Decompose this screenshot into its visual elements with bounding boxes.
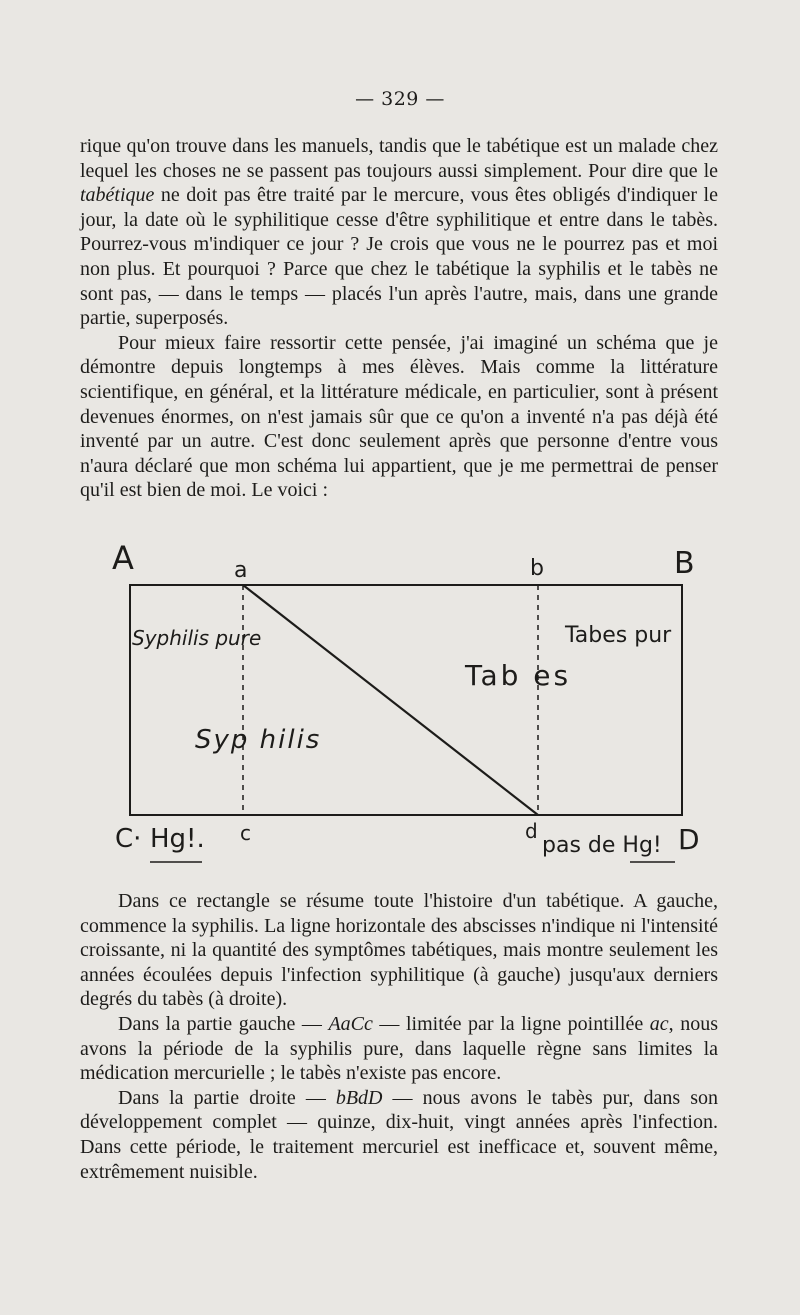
page-number: — 329 — (355, 88, 445, 110)
mark-a: a (234, 558, 248, 583)
paragraph-4: Dans la partie gauche — AaCc — limitée par la ligne pointillée ac, nous avons la période de la syphilis pure, dans laquelle règne sans limites la médication mercurielle ; le tabès n'existe pas encore. (80, 1012, 718, 1085)
corner-label-A: A (112, 539, 134, 577)
label-pas-de-hg: pas de Hg! (542, 833, 662, 858)
label-hg: Hg!. (150, 824, 205, 854)
diagonal-line (243, 585, 538, 815)
paragraph-3: Dans ce rectangle se résume toute l'histoire d'un tabétique. A gauche, commence la syphilis. La ligne horizontale des abscisses n'indique ni l'intensité croissante, ni la quantité des symptômes tabétiques, mais montre seulement les années écoulées depuis l'infection syphilitique (à gauche) jusqu'aux derniers degrés du tabès (à droite). (80, 890, 718, 1011)
mark-b: b (530, 556, 544, 581)
label-syphilis: Syp hilis (195, 725, 322, 755)
paragraph-1: rique qu'on trouve dans les manuels, tandis que le tabétique est un malade chez lequel les choses ne se passent pas toujours aussi simplement. Pour dire que le tabétique ne doit pas être traité par le mercure, vous êtes obligés d'indiquer le jour, la date où le syphilitique cesse d'être syphilitique et entre dans le tabès. Pourrez-vous m'indiquer ce jour ? Je crois que vous ne le pourrez pas et moi non plus. Et pourquoi ? Parce que chez le tabétique la syphilis et le tabès ne sont pas, — dans le temps — placés l'un après l'autre, mais, dans une grande partie, superposés. (80, 135, 718, 330)
mark-d: d (525, 819, 538, 843)
body-text-top (80, 134, 718, 503)
mark-c: c (240, 821, 251, 845)
label-tabes: Tab es (465, 659, 572, 692)
corner-label-C: C· (115, 824, 142, 854)
body-text-bottom (80, 889, 718, 1184)
corner-label-D: D (678, 823, 700, 856)
corner-label-B: B (674, 546, 695, 581)
paragraph-2: Pour mieux faire ressortir cette pensée, j'ai imaginé un schéma que je démontre depuis longtemps à mes élèves. Mais comme la littérature scientifique, en général, et la littérature médicale, en particulier, sont à présent devenues énormes, on n'est jamais sûr que ce qu'on a inventé n'a pas déjà été inventé par un autre. C'est donc seulement après que personne d'entre vous n'aura déclaré que mon schéma lui appartient, que je me permettrai de penser qu'il est bien de moi. Le voici : (80, 331, 718, 502)
tabes-schema-diagram (110, 535, 710, 880)
label-tabes-pur: Tabes pur (565, 623, 672, 648)
label-syphilis-pure: Syphilis pure (132, 626, 262, 650)
paragraph-5: Dans la partie droite — bBdD — nous avons le tabès pur, dans son développement complet — quinze, dix-huit, vingt années après l'infection. Dans cette période, le traitement mercuriel est inefficace et, souvent même, extrêmement nuisible. (80, 1086, 718, 1183)
schema-rectangle (130, 585, 682, 815)
